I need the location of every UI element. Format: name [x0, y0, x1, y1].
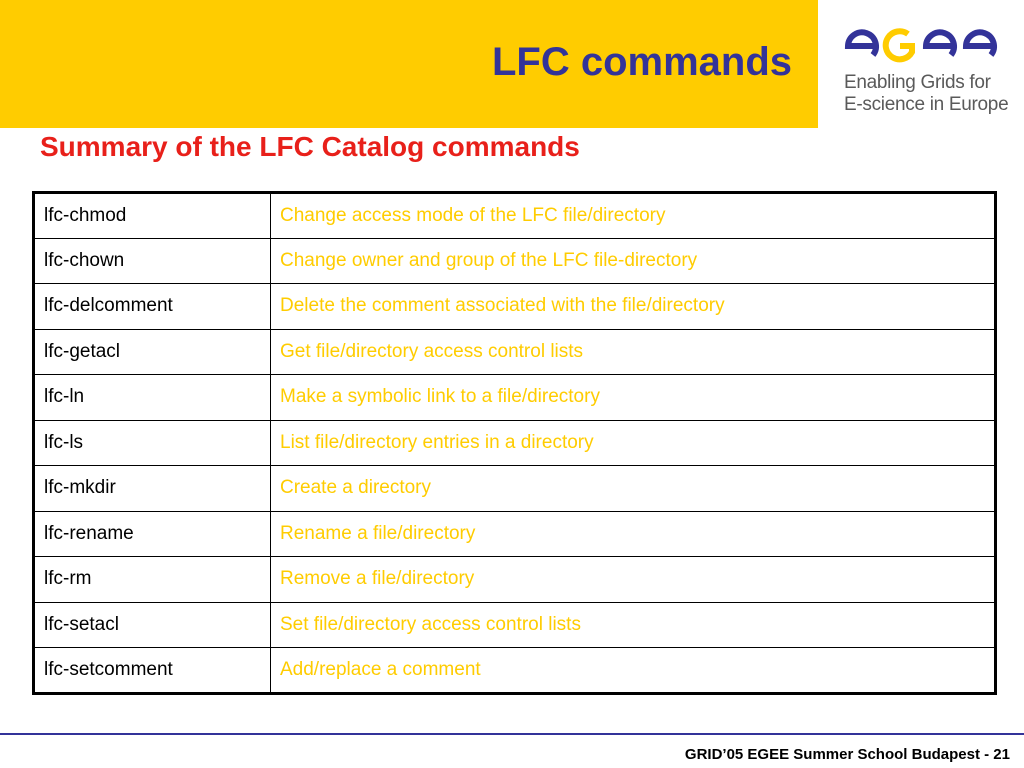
egee-logo-icon: [842, 22, 1002, 68]
command-name: lfc-mkdir: [34, 466, 271, 512]
slide-title: LFC commands: [491, 40, 792, 84]
command-name: lfc-ls: [34, 420, 271, 466]
command-description: Remove a file/directory: [271, 557, 996, 603]
command-description: Change owner and group of the LFC file-directory: [271, 238, 996, 284]
table-row: [34, 375, 996, 421]
command-description: Set file/directory access control lists: [271, 602, 996, 648]
table-row: [34, 284, 996, 330]
command-description: Make a symbolic link to a file/directory: [271, 375, 996, 421]
table-row: [34, 238, 996, 284]
table-row: [34, 466, 996, 512]
command-description: Change access mode of the LFC file/directory: [271, 193, 996, 239]
command-name: lfc-chmod: [34, 193, 271, 239]
command-name: lfc-setcomment: [34, 648, 271, 694]
egee-logo-text: [844, 72, 1014, 116]
table-row: [34, 420, 996, 466]
table-row: [34, 557, 996, 603]
table-row: [34, 329, 996, 375]
table-row: [34, 602, 996, 648]
command-name: lfc-rm: [34, 557, 271, 603]
footer-rule: [0, 733, 1024, 735]
command-name: lfc-setacl: [34, 602, 271, 648]
commands-table: [32, 191, 997, 695]
command-description: Delete the comment associated with the file/directory: [271, 284, 996, 330]
commands-table-body: [34, 193, 996, 694]
logo-line-2: E-science in Europe: [844, 94, 1009, 115]
table-row: [34, 511, 996, 557]
command-name: lfc-ln: [34, 375, 271, 421]
command-description: Add/replace a comment: [271, 648, 996, 694]
logo-line-1: Enabling Grids for: [844, 72, 991, 93]
table-row: [34, 193, 996, 239]
command-name: lfc-getacl: [34, 329, 271, 375]
command-description: Rename a file/directory: [271, 511, 996, 557]
command-name: lfc-rename: [34, 511, 271, 557]
section-subtitle: Summary of the LFC Catalog commands: [40, 131, 580, 162]
egee-logo: [830, 22, 1010, 122]
command-description: Get file/directory access control lists: [271, 329, 996, 375]
command-description: Create a directory: [271, 466, 996, 512]
command-description: List file/directory entries in a directory: [271, 420, 996, 466]
table-row: [34, 648, 996, 694]
footer-text: GRID’05 EGEE Summer School Budapest - 21: [684, 746, 1010, 763]
command-name: lfc-delcomment: [34, 284, 271, 330]
command-name: lfc-chown: [34, 238, 271, 284]
